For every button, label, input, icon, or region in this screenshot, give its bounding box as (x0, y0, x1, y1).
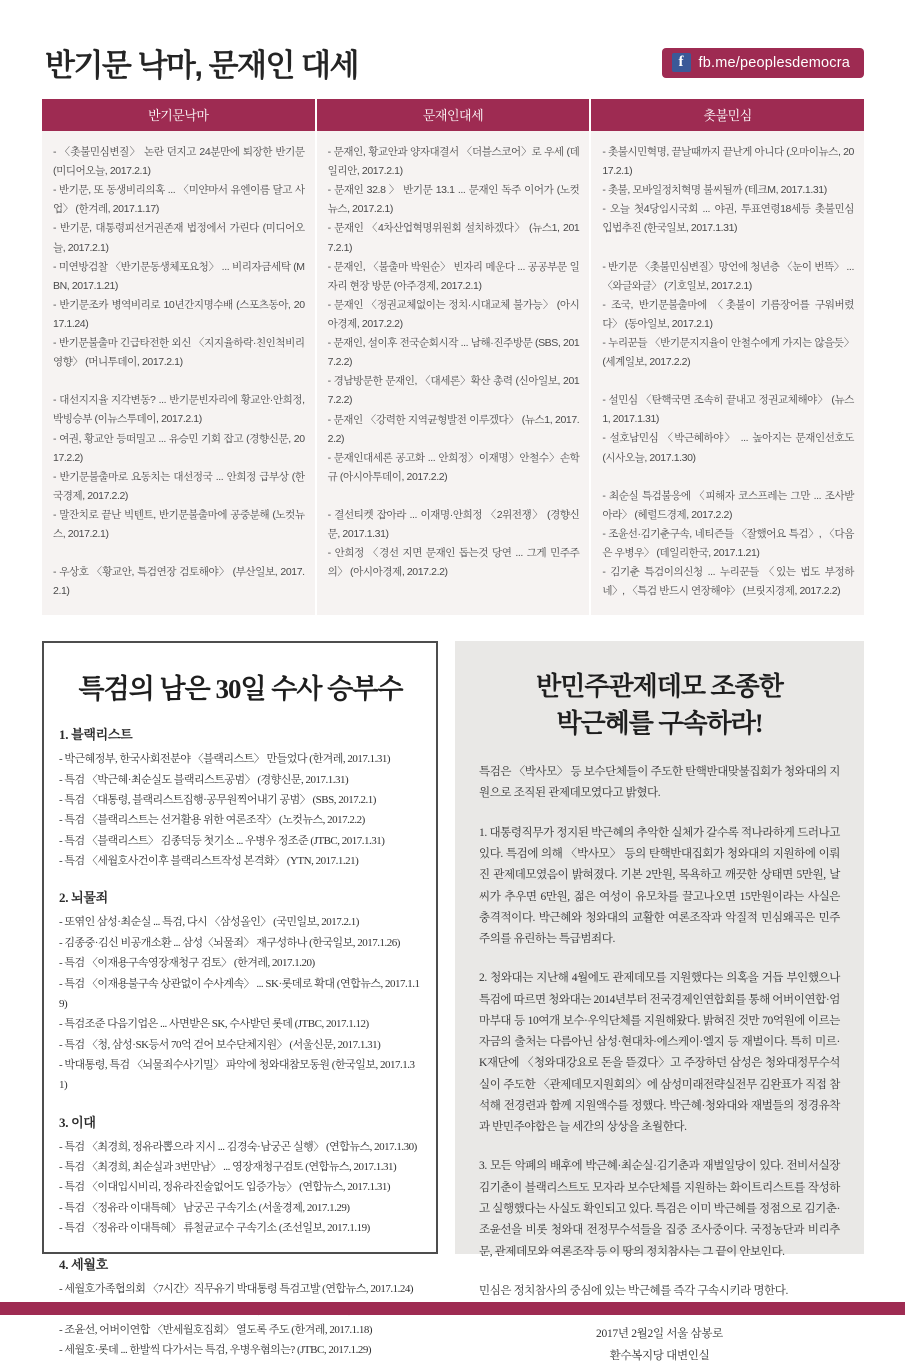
statement-paragraphs (479, 762, 840, 1302)
news-item: - 문재인대세론 공고화 ... 안희정〉이재명〉안철수〉손학규 (아시아투데이, 2017.2.2) (327, 451, 580, 483)
news-item: - 조국, 반기문불출마에 〈촛불이 기름장어를 구워버렸다〉 (동아일보, 2017.2.1) (602, 298, 854, 330)
signature-line: 2017년 2월2일 서울 삼봉로 (596, 1328, 723, 1341)
news-item: - 촛불시민혁명, 끝날때까지 끝난게 아니다 (오마이뉴스, 2017.2.1) (602, 146, 854, 178)
news-item: - 〈촛불민심변질〉 논란 던지고 24분만에 퇴장한 반기문 (미디어오늘, 2017.2.1) (53, 146, 305, 178)
statement-paragraph: 민심은 정치참사의 중심에 있는 박근혜를 즉각 구속시키라 명한다. (479, 1284, 788, 1297)
news-item: - 촛불, 모바일정치혁명 불씨될까 (테크M, 2017.1.31) (602, 184, 827, 197)
news-item-group (602, 391, 854, 467)
news-table-body (42, 131, 864, 615)
statement-box (455, 641, 864, 1362)
investigation-section (59, 724, 422, 871)
facebook-url: fb.me/peoplesdemocra (698, 54, 850, 71)
news-item: - 설호남민심 〈박근혜하야〉 ... 높아지는 문재인선호도 (시사오늘, 2017.1.30) (602, 432, 854, 464)
section-item: - 세월호가족협의회 〈7시간〉직무유기 박대통령 특검고발 (연합뉴스, 2017.1.24) (59, 1283, 414, 1296)
section-item: - 특검 〈정유라 이대특혜〉 남궁곤 구속기소 (서울경제, 2017.1.29) (59, 1201, 350, 1214)
facebook-badge[interactable] (662, 48, 865, 78)
investigation-box-title: 특검의 남은 30일 수사 승부수 (78, 674, 403, 705)
news-item-group (53, 391, 305, 544)
section-item: - 특검 〈세월호사건이후 블랙리스트작성 본격화〉 (YTN, 2017.1.21) (59, 855, 359, 868)
statement-box-title (479, 669, 840, 742)
section-item: - 또엮인 삼성·최순실 ... 특검, 다시 〈삼성올인〉 (국민일보, 2017.2.1) (59, 916, 359, 929)
news-item: - 결선티켓 잡아라 ... 이재명·안희정 〈2위전쟁〉 (경향신문, 2017.1.31) (327, 508, 580, 541)
news-item-group (602, 143, 854, 239)
news-item: - 누리꾼들 〈반기문지지율이 안철수에게 가지는 않을듯〉 (세계일보, 2017.2.2) (602, 336, 854, 369)
section-item: - 김종중·김신 비공개소환 ... 삼성〈뇌물죄〉 재구성하나 (한국일보, 2017.1.26) (59, 936, 400, 949)
bottom-boxes (42, 641, 864, 1362)
news-item: - 반기문불출마로 요동치는 대선정국 ... 안희정 급부상 (한국경제, 2017.2.2) (53, 470, 305, 502)
news-item: - 여권, 황교안 등떠밀고 ... 유승민 기회 잡고 (경향신문, 2017.2.2) (53, 432, 305, 464)
investigation-section (59, 887, 422, 1095)
statement-paragraph: 2. 청와대는 지난해 4월에도 관제데모를 지원했다는 의혹을 거듭 부인했으나 특검에 따르면 청와대는 2014년부터 전국경제인연합회를 통해 어버이연합·엄마부대 등 10여개 보수·우익단체를 지원해왔다. 밝혀진 것만 70억원에 이르는 자금의 출처는 다름아닌 삼성·현대차·에스케이·엘지 등 재벌이다. 특히 미르·K재단에 〈청와대강요로 돈을 뜯겼다〉고 주장하던 삼성은 청와대정무수석실이 주도한 〈관제데모지원회의〉에 삼성미래전략실전무 김완표가 직접 참석해 전경련과 함께 지원액수를 정했다. 박근혜·청와대와 재벌들의 정경유착과 반민주야합은 늘 세간의 상상을 초월한다. (479, 972, 840, 1134)
section-item: - 특검 〈정유라 이대특혜〉 류철균교수 구속기소 (조선일보, 2017.1.19) (59, 1221, 370, 1234)
section-item: - 특검 〈이재용불구속 상관없이 수사계속〉 ... SK·롯데로 확대 (연합뉴스, 2017.1.19) (59, 977, 420, 1010)
news-item: - 오늘 첫4당임시국회 ... 야권, 투표연령18세등 촛불민심 입법추진 (한국일보, 2017.1.31) (602, 203, 854, 235)
section-heading: 1. 블랙리스트 (59, 727, 133, 743)
news-item: - 반기문, 또 동생비리의혹 ... 〈미얀마서 유엔이름 달고 사업〉 (한겨레, 2017.1.17) (53, 184, 305, 216)
statement-signature (479, 1324, 840, 1368)
news-item: - 문재인 〈강력한 지역균형발전 이루겠다〉 (뉴스1, 2017.2.2) (327, 413, 580, 445)
news-item: - 반기문불출마 긴급타전한 외신 〈지지율하락·친인척비리영향〉 (머니투데이, 2017.2.1) (53, 337, 305, 369)
statement-title-line2: 박근혜를 구속하라! (556, 708, 763, 738)
statement-paragraph: 1. 대통령직무가 정지된 박근혜의 추악한 실체가 갈수록 적나라하게 드러나고있다. 특검에 의해 〈박사모〉 등의 탄핵반대집회가 청와대의 지원하에 이뤄진 관제데모였음이 밝혀졌다. 기본 2만원, 목욕하고 깨끗한 상태면 5만원, 날씨가 추우면 6만원, 젊은 여성이 유모차를 끌고나오면 15만원이라는 사실은 충격적이다. 박근혜와 청와대의 교활한 여론조작과 악질적 민심왜곡은 민주주의를 유린하는 특급범죄다. (479, 826, 840, 946)
news-item: - 김기춘 특검이의신청 ... 누리꾼들 〈있는 법도 부정하네〉, 〈특검 반드시 연장해야〉 (브릿지경제, 2017.2.2) (602, 566, 854, 598)
news-item: - 반기문조카 병역비리로 10년간지명수배 (스포츠동아, 2017.1.24) (53, 298, 305, 330)
footer-accent-bar (0, 1302, 905, 1315)
investigation-section (59, 1112, 422, 1239)
news-table-header-row (42, 99, 864, 131)
news-column (317, 131, 590, 615)
investigation-box (42, 641, 438, 1357)
section-heading: 2. 뇌물죄 (59, 890, 108, 906)
news-item: - 문재인 32.8 〉 반기문 13.1 ... 문재인 독주 이어가 (노컷뉴스, 2017.2.1) (327, 184, 580, 216)
news-item-group (53, 143, 305, 372)
section-item: - 특검조준 다음기업은 ... 사면받은 SK, 수사받던 롯데 (JTBC, 2017.1.12) (59, 1018, 369, 1031)
section-item: - 특검 〈대통령, 블랙리스트집행·공무원찍어내기 공범〉 (SBS, 2017.2.1) (59, 794, 376, 807)
news-item: - 우상호 〈황교안, 특검연장 검토해야〉 (부산일보, 2017.2.1) (53, 566, 305, 598)
column-header-moon-jae-in: 문재인대세 (317, 99, 590, 131)
signature-line: 환수복지당 대변인실 (609, 1349, 710, 1362)
section-item: - 특검 〈최경희, 최순실과 3번만남〉 ... 영장재청구검토 (연합뉴스, 2017.1.31) (59, 1160, 397, 1173)
news-item: - 문재인 〈정권교체없이는 정치·시대교체 불가능〉 (아시아경제, 2017.2.2) (327, 298, 580, 330)
section-heading: 4. 세월호 (59, 1257, 108, 1273)
news-item: - 미연방검찰 〈반기문동생체포요청〉 ... 비리자금세탁 (MBN, 2017.1.21) (53, 260, 305, 292)
section-item: - 조윤선, 어버이연합 〈반세월호집회〉 열도록 주도 (한겨레, 2017.1.18) (59, 1323, 373, 1336)
news-item-group (602, 487, 854, 602)
section-item: - 세월호·롯데 ... 한발씩 다가서는 특검, 우병우혐의는? (JTBC, 2017.1.29) (59, 1344, 371, 1357)
section-item: - 특검 〈블랙리스트는 선거활용 위한 여론조작〉 (노컷뉴스, 2017.2.2) (59, 814, 365, 827)
page-title: 반기문 낙마, 문재인 대세 (45, 48, 358, 83)
news-item-group (602, 258, 854, 373)
investigation-sections (59, 724, 422, 1360)
news-item: - 문재인 〈4차산업혁명위원회 설치하겠다〉 (뉴스1, 2017.2.1) (327, 222, 580, 254)
news-item: - 조윤선·김기춘구속, 네티즌들 〈잘했어요 특검〉, 〈다음은 우병우〉 (데일리한국, 2017.1.21) (602, 527, 854, 559)
section-item: - 특검 〈청, 삼성·SK등서 70억 걷어 보수단체지원〉 (서울신문, 2017.1.31) (59, 1038, 381, 1051)
section-item: - 박근혜정부, 한국사회전분야 〈블랙리스트〉 만들었다 (한겨레, 2017.1.31) (59, 753, 391, 766)
news-item: - 문재인, 〈불출마 박원순〉 빈자리 메운다 ... 공공부문 일자리 현장 방문 (아주경제, 2017.2.1) (327, 260, 580, 292)
section-heading: 3. 이대 (59, 1114, 96, 1130)
section-item: - 특검 〈블랙리스트〉 김종덕등 첫기소 ... 우병우 정조준 (JTBC, 2017.1.31) (59, 834, 385, 847)
news-column (591, 131, 864, 615)
news-item: - 안희정 〈경선 지면 문재인 돕는것 당연 ... 그게 민주주의〉 (아시아경제, 2017.2.2) (327, 547, 580, 579)
news-column (42, 131, 315, 615)
news-item: - 반기문, 대통령피선거권존재 법정에서 가린다 (미디어오늘, 2017.2.1) (53, 222, 305, 254)
statement-paragraph: 3. 모든 악폐의 배후에 박근혜·최순실·김기춘과 재벌일당이 있다. 전비서실장 김기춘이 블랙리스트도 모자라 보수단체를 지원하는 화이트리스트를 작성하고 실행했다는 사실도 확인되고 있다. 특검은 이미 박근혜를 정점으로 김기춘·조윤선을 비롯 청와대 전정무수석들을 집중 조사중이다. 국정농단과 비리추문, 관제데모와 여론조작 등 이 땅의 정치참사는 그 끝이 안보인다. (479, 1160, 840, 1258)
column-header-ban-ki-moon: 반기문낙마 (42, 99, 315, 131)
section-item: - 특검 〈박근혜·최순실도 블랙리스트공범〉 (경향신문, 2017.1.31) (59, 773, 349, 786)
news-table (42, 99, 864, 615)
column-header-candlelight: 촛불민심 (591, 99, 864, 131)
statement-paragraph: 특검은 〈박사모〉 등 보수단체들이 주도한 탄핵반대맞불집회가 청와대의 지원으로 조직된 관제데모였다고 밝혔다. (479, 766, 840, 800)
news-item: - 대선지지율 지각변동? ... 반기문빈자리에 황교안·안희정, 박빙승부 (이뉴스투데이, 2017.2.1) (53, 394, 305, 426)
news-item: - 경남방문한 문재인, 〈대세론〉확산 총력 (신아일보, 2017.2.2) (327, 375, 580, 407)
news-item: - 문재인, 설이후 전국순회시작 ... 남해·진주방문 (SBS, 2017.2.2) (327, 337, 580, 369)
facebook-icon: f (672, 53, 691, 72)
news-item: - 문재인, 황교안과 양자대결서 〈더블스코어〉로 우세 (데일리안, 2017.2.1) (327, 146, 580, 178)
statement-title-line1: 반민주관제데모 조종한 (536, 672, 783, 702)
section-item: - 박대통령, 특검 〈뇌물죄수사기밀〉 파악에 청와대참모동원 (한국일보, 2017.1.31) (59, 1058, 415, 1092)
header (45, 40, 864, 85)
section-item: - 특검 〈최경희, 정유라뽑으라 지시 ... 김경숙·남궁곤 실행〉 (연합뉴스, 2017.1.30) (59, 1140, 417, 1153)
news-item: - 최순실 특검불응에 〈피해자 코스프레는 그만 ... 조사받아라〉 (헤럴드경제, 2017.2.2) (602, 489, 854, 521)
news-item-group (53, 563, 305, 601)
newsletter-page (0, 40, 905, 1362)
section-item: - 특검 〈이대입시비리, 정유라진술없어도 입증가능〉 (연합뉴스, 2017.1.31) (59, 1181, 391, 1194)
news-item-group (328, 506, 580, 582)
news-item: - 설민심 〈탄핵국면 조속히 끝내고 정권교체해야〉 (뉴스1, 2017.1.31) (602, 394, 854, 426)
news-item: - 반기문 〈촛불민심변질〉망언에 청년층 〈눈이 번뜩〉 ... 〈와글와글〉 (기호일보, 2017.2.1) (602, 260, 854, 292)
news-item-group (328, 143, 580, 487)
section-item: - 특검 〈이재용구속영장재청구 검토〉 (한겨레, 2017.1.20) (59, 957, 315, 970)
news-item: - 말잔치로 끝난 빅텐트, 반기문불출마에 공중분해 (노컷뉴스, 2017.2.1) (53, 508, 305, 541)
